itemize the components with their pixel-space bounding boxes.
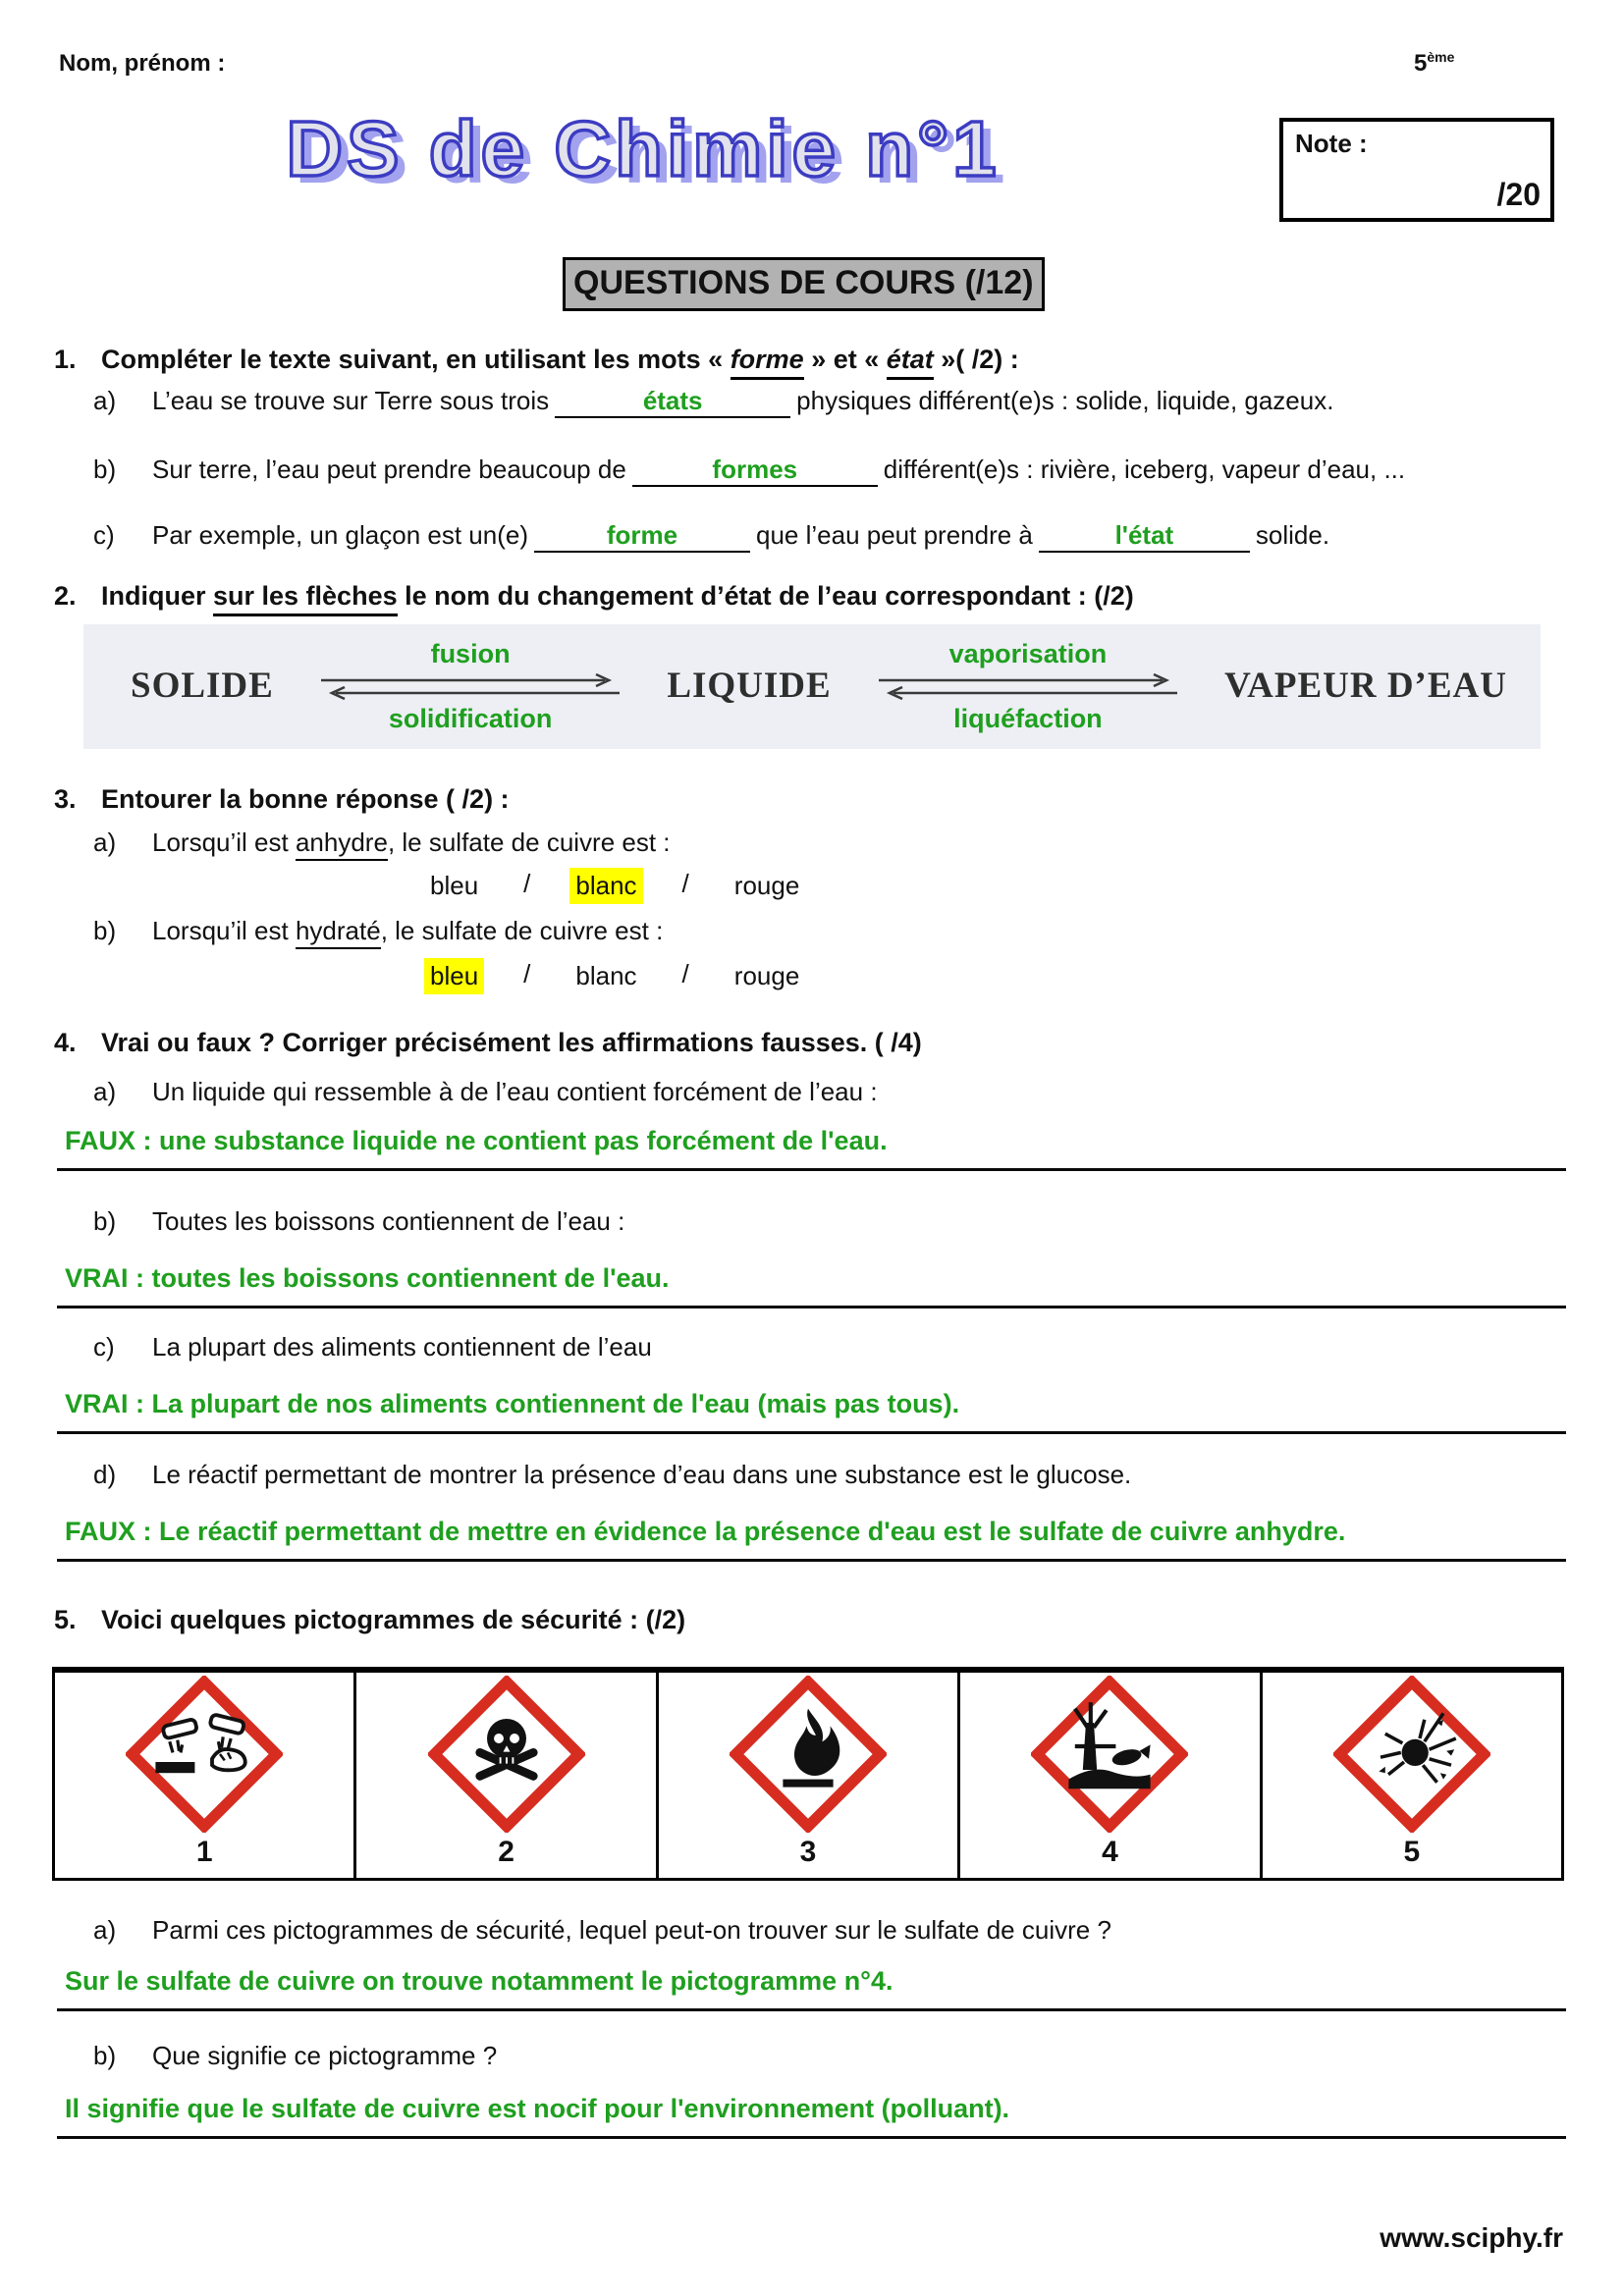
option-rouge: rouge xyxy=(733,961,800,990)
page-title: DS de Chimie n°1 xyxy=(286,105,1001,192)
question-5a: a) Parmi ces pictogrammes de sécurité, lequel peut-on trouver sur le sulfate de cuivre ? xyxy=(93,1915,1111,1945)
question-3a-options xyxy=(424,868,805,904)
pictogram-number: 1 xyxy=(195,1836,213,1868)
question-1-heading: 1. Compléter le texte suivant, en utilisant les mots « forme » et « état »( /2) : xyxy=(54,344,1019,380)
double-arrow-icon xyxy=(871,672,1185,702)
question-3-heading: 3. Entourer la bonne réponse ( /2) : xyxy=(54,784,510,814)
pictogram-number: 3 xyxy=(799,1836,817,1868)
option-blanc: blanc xyxy=(575,961,637,990)
answer-vaporisation: vaporisation xyxy=(948,638,1108,668)
answer-line-4c: VRAI : La plupart de nos aliments contiennent de l'eau (mais pas tous). xyxy=(57,1388,1566,1434)
question-1b: b) Sur terre, l’eau peut prendre beaucoup de formes différent(e)s : rivière, iceberg, vapeur d’eau, ... xyxy=(93,454,1405,487)
option-bleu: bleu xyxy=(430,871,479,900)
fill-blank-answer: états xyxy=(555,388,790,418)
question-2-heading: 2. Indiquer sur les flèches le nom du changement d’état de l’eau correspondant : (/2) xyxy=(54,580,1134,616)
option-separator: / xyxy=(523,869,531,898)
pictogram-cell-3 xyxy=(659,1673,960,1878)
state-solid: SOLIDE xyxy=(131,666,274,707)
name-field-label: Nom, prénom : xyxy=(59,50,226,77)
answer-liquefaction: liquéfaction xyxy=(953,703,1103,733)
state-vapor: VAPEUR D’EAU xyxy=(1224,666,1507,707)
option-separator: / xyxy=(681,869,689,898)
option-blanc-highlighted: blanc xyxy=(569,868,642,904)
pictogram-number: 5 xyxy=(1403,1836,1421,1868)
fill-blank-answer: forme xyxy=(534,522,750,553)
option-bleu-highlighted: bleu xyxy=(424,958,484,994)
answer-fusion: fusion xyxy=(430,638,511,668)
question-3a: a) Lorsqu’il est anhydre, le sulfate de cuivre est : xyxy=(93,827,671,861)
answer-line-4a: FAUX : une substance liquide ne contient pas forcément de l'eau. xyxy=(57,1125,1566,1171)
explosive-icon xyxy=(1333,1676,1490,1833)
question-3b-options xyxy=(424,958,805,994)
question-4a: a) Un liquide qui ressemble à de l’eau contient forcément de l’eau : xyxy=(93,1077,878,1106)
option-rouge: rouge xyxy=(733,871,800,900)
pictogram-number: 4 xyxy=(1102,1836,1118,1868)
answer-line-5b: Il signifie que le sulfate de cuivre est nocif pour l'environnement (polluant). xyxy=(57,2093,1566,2139)
option-separator: / xyxy=(681,959,689,988)
website-footer: www.sciphy.fr xyxy=(1380,2222,1563,2253)
keyword-forme: forme xyxy=(731,344,804,380)
grade-level: 5ème xyxy=(1414,49,1455,77)
question-1a: a) L’eau se trouve sur Terre sous trois états physiques différent(e)s : solide, liquide, gazeux. xyxy=(93,385,1333,418)
question-5b: b) Que signifie ce pictogramme ? xyxy=(93,2041,498,2070)
toxic-skull-icon xyxy=(428,1676,585,1833)
pictogram-cell-1 xyxy=(55,1673,356,1878)
answer-line-4d: FAUX : Le réactif permettant de mettre en évidence la présence d'eau est le sulfate de cuivre anhydre. xyxy=(57,1516,1566,1562)
pictogram-cell-4 xyxy=(960,1673,1262,1878)
flammable-icon xyxy=(730,1676,887,1833)
state-liquid: LIQUIDE xyxy=(667,666,832,707)
pictogram-table xyxy=(52,1667,1564,1881)
question-4-heading: 4. Vrai ou faux ? Corriger précisément les affirmations fausses. ( /4) xyxy=(54,1028,922,1057)
transition-solid-liquid xyxy=(313,638,627,736)
question-1c: c) Par exemple, un glaçon est un(e) forme que l’eau peut prendre à l'état solide. xyxy=(93,519,1329,553)
transition-liquid-vapor xyxy=(871,638,1185,736)
environment-hazard-icon xyxy=(1031,1676,1188,1833)
question-5-heading: 5. Voici quelques pictogrammes de sécurité : (/2) xyxy=(54,1605,686,1634)
keyword-etat: état xyxy=(887,344,934,380)
section-banner: QUESTIONS DE COURS (/12) xyxy=(563,257,1045,311)
corrosive-icon xyxy=(126,1676,283,1833)
answer-line-4b: VRAI : toutes les boissons contiennent de l'eau. xyxy=(57,1262,1566,1308)
answer-solidification: solidification xyxy=(388,703,553,733)
double-arrow-icon xyxy=(313,672,627,702)
fill-blank-answer: l'état xyxy=(1039,522,1250,553)
question-4d: d) Le réactif permettant de montrer la présence d’eau dans une substance est le glucose. xyxy=(93,1460,1132,1489)
pictogram-number: 2 xyxy=(498,1836,514,1868)
grade-box-total: /20 xyxy=(1496,177,1541,212)
grade-box-label: Note : xyxy=(1295,129,1368,158)
fill-blank-answer: formes xyxy=(632,456,878,487)
answer-line-5a: Sur le sulfate de cuivre on trouve notamment le pictogramme n°4. xyxy=(57,1965,1566,2011)
state-change-diagram xyxy=(83,624,1541,749)
question-4b: b) Toutes les boissons contiennent de l’eau : xyxy=(93,1206,625,1236)
pictogram-cell-5 xyxy=(1263,1673,1561,1878)
question-4c: c) La plupart des aliments contiennent de l’eau xyxy=(93,1332,652,1362)
option-separator: / xyxy=(523,959,531,988)
question-3b: b) Lorsqu’il est hydraté, le sulfate de cuivre est : xyxy=(93,915,663,949)
pictogram-cell-2 xyxy=(356,1673,658,1878)
grade-box xyxy=(1279,118,1554,222)
